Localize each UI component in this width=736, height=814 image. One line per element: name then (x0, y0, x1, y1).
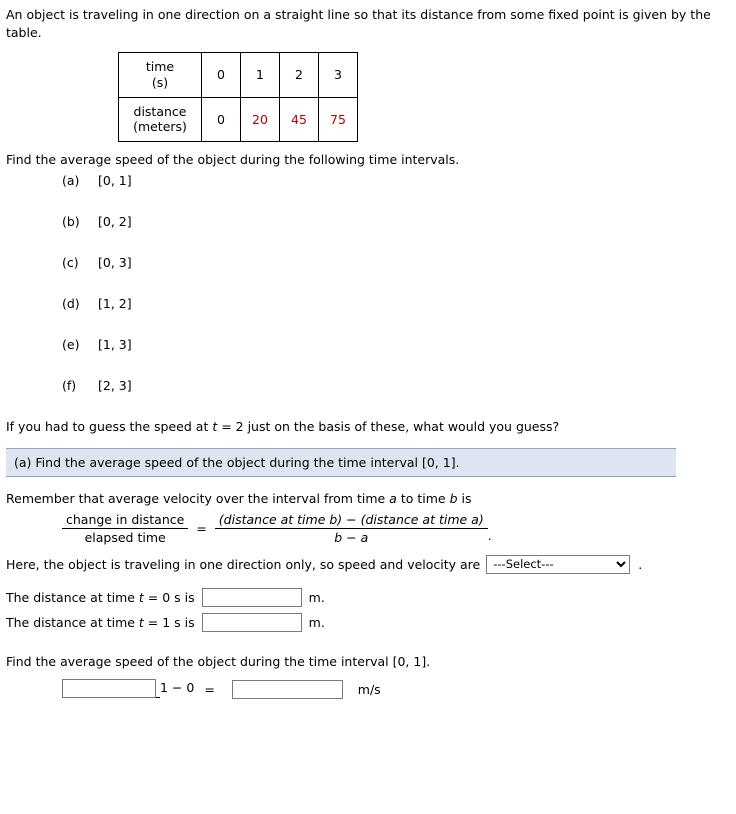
distance-cell-2: 45 (280, 97, 319, 141)
part-f-interval: [2, 3] (98, 377, 132, 393)
speed-velocity-select[interactable] (486, 555, 630, 574)
distance-row-1 (6, 613, 728, 632)
formula-trailing-period: . (487, 527, 492, 543)
distance-input-t0[interactable] (202, 588, 302, 607)
row-header-distance-line2: (meters) (133, 119, 187, 135)
formula-left-fraction (62, 512, 188, 545)
table-row-time (119, 53, 358, 97)
subquestion-banner: (a) Find the average speed of the object during the time interval [0, 1]. (6, 448, 676, 477)
data-table-wrapper (118, 52, 728, 142)
row-header-distance (119, 97, 202, 141)
part-b (62, 214, 728, 229)
part-a-interval: [0, 1] (98, 172, 132, 188)
formula-right-denominator: b − a (334, 529, 369, 545)
formula-right-fraction (215, 512, 488, 545)
select-trailing-period: . (638, 556, 643, 572)
distance-row-0 (6, 588, 728, 607)
final-unit: m/s (357, 681, 381, 697)
problem-intro: An object is traveling in one direction on a straight line so that its distance from some fixed point is given by the table. (6, 7, 711, 41)
time-cell-0: 0 (202, 53, 241, 97)
remember-pre: Remember that average velocity over the interval from time (6, 490, 390, 506)
part-d-label: (d) (62, 295, 80, 311)
distance-row-1-unit: m. (308, 614, 325, 630)
distance-row-0-prefix: The distance at time (6, 589, 139, 605)
speed-velocity-select-row (6, 555, 728, 574)
distance-row-0-mid: = 0 s is (143, 589, 195, 605)
final-numerator-input[interactable] (62, 679, 156, 698)
remember-var-b: b (449, 490, 458, 506)
guess-question-var: t (212, 418, 218, 434)
part-b-label: (b) (62, 213, 80, 229)
row-header-time-line2: (s) (151, 74, 169, 90)
guess-question-pre: If you had to guess the speed at (6, 418, 213, 434)
time-cell-2: 2 (280, 53, 319, 97)
part-e-label: (e) (62, 336, 80, 352)
final-equals: = (204, 681, 215, 697)
final-fraction-numerator (62, 680, 160, 698)
formula-right-numerator: (distance at time b) − (distance at time a) (215, 512, 488, 529)
table-row-distance (119, 97, 358, 141)
guess-question (6, 419, 728, 434)
final-fraction (62, 679, 194, 700)
remember-mid: to time (396, 490, 450, 506)
distance-row-1-prefix: The distance at time (6, 614, 139, 630)
distance-row-1-mid: = 1 s is (143, 614, 195, 630)
formula-equals: = (196, 520, 207, 536)
distance-row-1-var: t (138, 614, 144, 630)
formula-left-numerator: change in distance (62, 512, 188, 529)
distance-cell-3: 75 (319, 97, 358, 141)
formula-left-denominator: elapsed time (84, 529, 166, 545)
part-a-label: (a) (62, 172, 80, 188)
final-fraction-denominator: 1 − 0 (159, 680, 195, 696)
distance-input-t1[interactable] (202, 613, 302, 632)
part-c-label: (c) (62, 254, 79, 270)
row-header-distance-line1: distance (133, 103, 187, 119)
distance-cell-0: 0 (202, 97, 241, 141)
final-question: Find the average speed of the object during the time interval [0, 1]. (6, 653, 431, 669)
distance-row-0-unit: m. (308, 589, 325, 605)
distance-time-table (118, 52, 358, 142)
distance-row-0-label (6, 590, 195, 605)
guess-question-post: = 2 just on the basis of these, what would you guess? (217, 418, 560, 434)
part-c-interval: [0, 3] (98, 254, 132, 270)
part-d (62, 296, 728, 311)
part-c (62, 255, 728, 270)
part-e-interval: [1, 3] (98, 336, 132, 352)
distance-cell-1: 20 (241, 97, 280, 141)
parts-list (62, 173, 728, 393)
remember-post: is (457, 490, 472, 506)
part-a (62, 173, 728, 188)
part-e (62, 337, 728, 352)
part-f-label: (f) (62, 377, 77, 393)
remember-var-a: a (389, 490, 397, 506)
time-cell-3: 3 (319, 53, 358, 97)
part-b-interval: [0, 2] (98, 213, 132, 229)
time-cell-1: 1 (241, 53, 280, 97)
speed-velocity-text: Here, the object is traveling in one direction only, so speed and velocity are (6, 556, 481, 572)
part-f (62, 378, 728, 393)
remember-line (6, 491, 728, 506)
distance-row-0-var: t (138, 589, 144, 605)
main-prompt: Find the average speed of the object during the following time intervals. (6, 151, 460, 167)
distance-row-1-label (6, 615, 195, 630)
row-header-time-line1: time (145, 59, 175, 75)
final-calculation (62, 679, 728, 700)
average-velocity-formula (62, 512, 728, 545)
final-result-input[interactable] (232, 680, 343, 699)
row-header-time (119, 53, 202, 97)
part-d-interval: [1, 2] (98, 295, 132, 311)
